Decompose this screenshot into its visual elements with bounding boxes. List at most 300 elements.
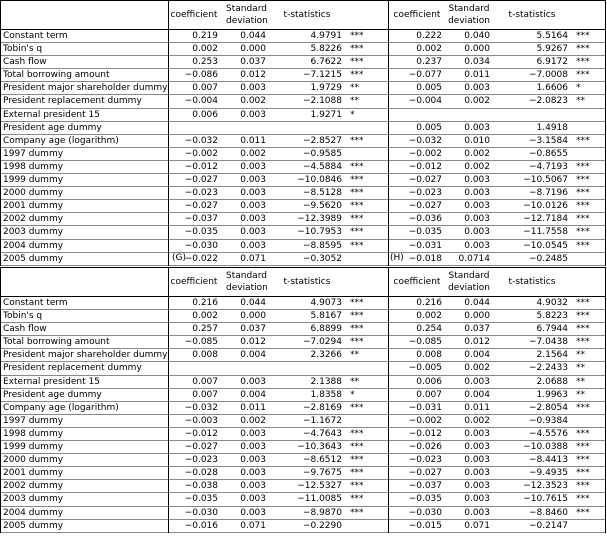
std-dev-cell-left: 0.003 — [240, 175, 266, 186]
header-t-statistics-left: t-statistics — [283, 277, 331, 287]
std-dev-cell-right: 0.000 — [464, 311, 490, 322]
std-dev-cell-right: 0.000 — [464, 44, 490, 55]
header-t-statistics-left: t-statistics — [283, 10, 331, 20]
coefficient-cell-left: 0.006 — [192, 109, 218, 120]
row-label: Company age (logarithm) — [3, 402, 119, 413]
t-stat-cell-right: −2.2433 — [528, 363, 568, 374]
t-stat-cell-right: −0.2147 — [528, 520, 568, 531]
significance-cell-left: *** — [350, 44, 364, 55]
coefficient-cell-left: 0.257 — [192, 324, 218, 335]
std-dev-cell-right: 0.0714 — [458, 253, 490, 264]
std-dev-cell-right: 0.011 — [464, 70, 490, 81]
table-row — [0, 389, 606, 402]
std-dev-cell-left: 0.012 — [240, 70, 266, 81]
t-stat-cell-right: 2.1564 — [536, 350, 568, 361]
t-stat-cell-right: 5.8223 — [536, 311, 568, 322]
std-dev-cell-right: 0.003 — [464, 376, 490, 387]
significance-cell-left: *** — [350, 481, 364, 492]
t-stat-cell-left: 4.9791 — [310, 31, 342, 41]
std-dev-cell-right: 0.003 — [464, 507, 490, 518]
row-label: 2003 dummy — [3, 227, 64, 238]
table-row — [0, 226, 606, 239]
row-label: Cash flow — [3, 324, 47, 335]
t-stat-cell-left: −7.1215 — [302, 70, 342, 81]
table-row — [0, 507, 606, 520]
significance-cell-right: *** — [576, 337, 590, 348]
std-dev-cell-left: 0.044 — [240, 31, 266, 41]
significance-cell-left: *** — [350, 337, 364, 348]
row-label: 1997 dummy — [3, 148, 64, 159]
table-row — [0, 109, 606, 122]
std-dev-cell-left: 0.012 — [240, 337, 266, 348]
std-dev-cell-right: 0.040 — [464, 31, 490, 41]
t-stat-cell-right: 6.9172 — [536, 57, 568, 68]
significance-cell-right — [572, 122, 606, 134]
t-stat-cell-left: −8.9870 — [302, 507, 342, 518]
row-label: 2004 dummy — [3, 507, 64, 518]
header-coefficient-right: coefficient — [393, 10, 441, 20]
table-row — [0, 323, 606, 336]
coefficient-cell-right: −0.023 — [408, 188, 442, 199]
header-standard-deviation-left: Standard deviation — [226, 4, 268, 26]
table-row — [0, 200, 606, 213]
t-stat-cell-right: 1.9963 — [536, 389, 568, 400]
std-dev-cell-right: 0.010 — [464, 135, 490, 146]
significance-cell-right: *** — [576, 481, 590, 492]
header-standard-deviation-right: Standard deviation — [448, 4, 490, 26]
row-label: 1999 dummy — [3, 175, 64, 186]
std-dev-cell-right: 0.003 — [464, 122, 490, 133]
column-divider — [168, 267, 169, 533]
significance-cell-left — [346, 148, 378, 160]
significance-cell-left: *** — [350, 468, 364, 479]
t-stat-cell-right: 2.0688 — [536, 376, 568, 387]
header-standard-deviation-left: Standard deviation — [226, 271, 268, 293]
t-stat-cell-left: 6.7622 — [310, 57, 342, 68]
row-label: Total borrowing amount — [3, 337, 110, 348]
coefficient-cell-right: −0.012 — [408, 161, 442, 172]
coefficient-cell-right: −0.035 — [408, 227, 442, 238]
t-stat-cell-left: −10.0846 — [297, 175, 342, 186]
t-stat-cell-right: 1.4918 — [536, 122, 568, 133]
std-dev-cell-left: 0.003 — [240, 188, 266, 199]
t-stat-cell-left: −10.3643 — [297, 442, 342, 453]
std-dev-cell-left: 0.003 — [240, 227, 266, 238]
t-stat-cell-right: −11.7558 — [523, 227, 568, 238]
significance-cell-right — [572, 415, 606, 427]
table-row — [0, 253, 606, 266]
coefficient-cell-right: 0.254 — [416, 324, 442, 335]
significance-cell-right: ** — [576, 363, 585, 374]
t-stat-cell-right: −0.9384 — [528, 415, 568, 426]
significance-cell-left: *** — [350, 135, 364, 146]
significance-cell-left: *** — [350, 214, 364, 225]
header-standard-deviation-right: Standard deviation — [448, 271, 490, 293]
row-label: 1998 dummy — [3, 428, 64, 439]
t-stat-cell-left: 5.8167 — [310, 311, 342, 322]
table-row — [0, 441, 606, 454]
std-dev-cell-right: 0.012 — [464, 337, 490, 348]
std-dev-cell-right: 0.034 — [464, 57, 490, 68]
coefficient-cell-right — [392, 109, 442, 121]
std-dev-cell-left: 0.000 — [240, 311, 266, 322]
t-stat-cell-left: −9.5620 — [302, 201, 342, 212]
row-label: President age dummy — [3, 389, 102, 400]
coefficient-cell-left: 0.008 — [192, 350, 218, 361]
std-dev-cell-left — [226, 122, 266, 134]
significance-cell-left: *** — [350, 455, 364, 466]
row-label: 2000 dummy — [3, 455, 64, 466]
std-dev-cell-left: 0.000 — [240, 44, 266, 55]
panel-label-left: (G) — [172, 253, 186, 263]
row-label: External president 15 — [3, 109, 100, 120]
std-dev-cell-left: 0.011 — [240, 402, 266, 413]
significance-cell-right: *** — [576, 70, 590, 81]
row-label: 2002 dummy — [3, 214, 64, 225]
std-dev-cell-left: 0.003 — [240, 240, 266, 251]
row-label: Constant term — [3, 298, 68, 308]
table-row — [0, 174, 606, 187]
t-stat-cell-left — [272, 362, 342, 374]
t-stat-cell-left: −0.9585 — [302, 148, 342, 159]
std-dev-cell-left: 0.037 — [240, 57, 266, 68]
coefficient-cell-left — [170, 362, 218, 374]
significance-cell-right: *** — [576, 57, 590, 68]
table-row — [0, 187, 606, 200]
std-dev-cell-left: 0.003 — [240, 161, 266, 172]
coefficient-cell-left: −0.022 — [184, 253, 218, 264]
significance-cell-left — [346, 520, 378, 532]
std-dev-cell-right: 0.002 — [464, 96, 490, 107]
std-dev-cell-right: 0.003 — [464, 428, 490, 439]
coefficient-cell-right: 0.237 — [416, 57, 442, 68]
coefficient-cell-left: −0.030 — [184, 507, 218, 518]
significance-cell-left: *** — [350, 201, 364, 212]
std-dev-cell-left: 0.037 — [240, 324, 266, 335]
std-dev-cell-right: 0.044 — [464, 298, 490, 308]
column-divider — [388, 0, 389, 266]
table-row — [0, 415, 606, 428]
frame-left — [0, 267, 1, 533]
coefficient-cell-left: −0.032 — [184, 135, 218, 146]
row-label: President major shareholder dummy — [3, 350, 168, 361]
row-label: 2005 dummy — [3, 253, 64, 264]
table-row — [0, 376, 606, 389]
significance-cell-right: *** — [576, 161, 590, 172]
std-dev-cell-right: 0.004 — [464, 350, 490, 361]
significance-cell-left: *** — [350, 227, 364, 238]
significance-cell-right: *** — [576, 240, 590, 251]
coefficient-cell-right: −0.004 — [408, 96, 442, 107]
table-row — [0, 30, 606, 43]
significance-cell-left: *** — [350, 494, 364, 505]
t-stat-cell-left: −12.5327 — [297, 481, 342, 492]
significance-cell-left: *** — [350, 188, 364, 199]
significance-cell-right: *** — [576, 188, 590, 199]
significance-cell-left — [346, 253, 378, 265]
t-stat-cell-right: −4.7193 — [528, 161, 568, 172]
significance-cell-left: *** — [350, 57, 364, 68]
t-stat-cell-left: −8.8595 — [302, 240, 342, 251]
t-stat-cell-left: 5.8226 — [310, 44, 342, 55]
significance-cell-right: *** — [576, 442, 590, 453]
header-t-statistics-right: t-statistics — [508, 277, 556, 287]
significance-cell-right — [572, 148, 606, 160]
significance-cell-left: *** — [350, 298, 364, 308]
coefficient-cell-left: −0.035 — [184, 494, 218, 505]
row-label: 2005 dummy — [3, 520, 64, 531]
std-dev-cell-left: 0.071 — [240, 520, 266, 531]
coefficient-cell-right: 0.216 — [416, 298, 442, 308]
std-dev-cell-right: 0.003 — [464, 227, 490, 238]
significance-cell-left — [346, 415, 378, 427]
coefficient-cell-left: 0.007 — [192, 83, 218, 94]
row-label: 1997 dummy — [3, 415, 64, 426]
table-row — [0, 310, 606, 323]
t-stat-cell-left: 1.9271 — [310, 109, 342, 120]
std-dev-cell-left: 0.044 — [240, 298, 266, 308]
coefficient-cell-right: 0.002 — [416, 311, 442, 322]
t-stat-cell-right: −12.3523 — [523, 481, 568, 492]
t-stat-cell-left: 6.8899 — [310, 324, 342, 335]
std-dev-cell-left: 0.003 — [240, 201, 266, 212]
row-label: 2003 dummy — [3, 494, 64, 505]
t-stat-cell-left: −12.3989 — [297, 214, 342, 225]
coefficient-cell-left: 0.002 — [192, 44, 218, 55]
row-label: Constant term — [3, 31, 68, 41]
coefficient-cell-left: 0.007 — [192, 389, 218, 400]
std-dev-cell-left: 0.003 — [240, 109, 266, 120]
t-stat-cell-right: −10.5067 — [523, 175, 568, 186]
row-label: Tobin's q — [3, 311, 43, 322]
coefficient-cell-right: −0.027 — [408, 201, 442, 212]
t-stat-cell-right — [496, 109, 568, 121]
row-label: Total borrowing amount — [3, 70, 110, 81]
std-dev-cell-right: 0.003 — [464, 455, 490, 466]
row-label: External president 15 — [3, 376, 100, 387]
coefficient-cell-right: 0.006 — [416, 376, 442, 387]
t-stat-cell-left: 1.8358 — [310, 389, 342, 400]
std-dev-cell-left: 0.011 — [240, 135, 266, 146]
table-row — [0, 349, 606, 362]
coefficient-cell-left: −0.004 — [184, 96, 218, 107]
std-dev-cell-right: 0.003 — [464, 494, 490, 505]
row-label: President replacement dummy — [3, 96, 142, 107]
significance-cell-right: *** — [576, 507, 590, 518]
significance-cell-left: *** — [350, 70, 364, 81]
t-stat-cell-left — [272, 122, 342, 134]
significance-cell-right: *** — [576, 455, 590, 466]
coefficient-cell-right: −0.032 — [408, 135, 442, 146]
coefficient-cell-right: −0.027 — [408, 468, 442, 479]
std-dev-cell-right: 0.002 — [464, 415, 490, 426]
table-header — [0, 267, 606, 297]
panel-label-right: (H) — [390, 253, 404, 263]
std-dev-cell-right: 0.002 — [464, 161, 490, 172]
coefficient-cell-left: −0.012 — [184, 428, 218, 439]
significance-cell-left: *** — [350, 175, 364, 186]
row-label: 2002 dummy — [3, 481, 64, 492]
std-dev-cell-left: 0.004 — [240, 389, 266, 400]
significance-cell-right: *** — [576, 402, 590, 413]
table-row — [0, 122, 606, 135]
significance-cell-left: ** — [350, 96, 359, 107]
header-t-statistics-right: t-statistics — [508, 10, 556, 20]
significance-cell-right: *** — [576, 298, 590, 308]
significance-cell-left: *** — [350, 442, 364, 453]
coefficient-cell-right: −0.027 — [408, 175, 442, 186]
coefficient-cell-right: −0.085 — [408, 337, 442, 348]
t-stat-cell-right: 4.9032 — [536, 298, 568, 308]
significance-cell-left: *** — [350, 507, 364, 518]
std-dev-cell-left: 0.004 — [240, 350, 266, 361]
std-dev-cell-left: 0.002 — [240, 415, 266, 426]
row-label: President replacement dummy — [3, 363, 142, 374]
significance-cell-left: ** — [350, 376, 359, 387]
t-stat-cell-left: −2.8169 — [302, 402, 342, 413]
coefficient-cell-right: −0.018 — [408, 253, 442, 264]
table-row — [0, 135, 606, 148]
table-row — [0, 213, 606, 226]
significance-cell-right: *** — [576, 324, 590, 335]
t-stat-cell-left: 2.3266 — [310, 350, 342, 361]
t-stat-cell-right: −8.4413 — [528, 455, 568, 466]
std-dev-cell-left: 0.003 — [240, 481, 266, 492]
std-dev-cell-left: 0.003 — [240, 468, 266, 479]
t-stat-cell-right: −0.2485 — [528, 253, 568, 264]
std-dev-cell-right: 0.003 — [464, 214, 490, 225]
significance-cell-right: *** — [576, 31, 590, 41]
coefficient-cell-right: −0.031 — [408, 240, 442, 251]
coefficient-cell-right: −0.002 — [408, 148, 442, 159]
table-row — [0, 428, 606, 441]
std-dev-cell-left: 0.002 — [240, 148, 266, 159]
coefficient-cell-right: −0.026 — [408, 442, 442, 453]
coefficient-cell-right: 0.008 — [416, 350, 442, 361]
coefficient-cell-left: −0.085 — [184, 337, 218, 348]
table-row — [0, 69, 606, 82]
t-stat-cell-left: −8.5128 — [302, 188, 342, 199]
coefficient-cell-left: −0.030 — [184, 240, 218, 251]
std-dev-cell-left: 0.003 — [240, 455, 266, 466]
t-stat-cell-right: −2.8054 — [528, 402, 568, 413]
coefficient-cell-right: −0.031 — [408, 402, 442, 413]
table-row — [0, 82, 606, 95]
t-stat-cell-right: 5.5164 — [536, 31, 568, 41]
t-stat-cell-right: −7.0008 — [528, 70, 568, 81]
coefficient-cell-right: 0.222 — [416, 31, 442, 41]
coefficient-cell-left: −0.027 — [184, 442, 218, 453]
std-dev-cell-left: 0.003 — [240, 428, 266, 439]
std-dev-cell-left — [226, 362, 266, 374]
t-stat-cell-right: −7.0438 — [528, 337, 568, 348]
std-dev-cell-left: 0.003 — [240, 376, 266, 387]
coefficient-cell-right: −0.077 — [408, 70, 442, 81]
coefficient-cell-left: −0.003 — [184, 415, 218, 426]
coefficient-cell-left: 0.219 — [192, 31, 218, 41]
significance-cell-left — [346, 362, 378, 374]
row-label: President major shareholder dummy — [3, 83, 168, 94]
coefficient-cell-left: −0.012 — [184, 161, 218, 172]
row-label: 1999 dummy — [3, 442, 64, 453]
t-stat-cell-left: −10.7953 — [297, 227, 342, 238]
table-row — [0, 336, 606, 349]
table-row — [0, 493, 606, 506]
table-header — [0, 0, 606, 30]
coefficient-cell-right: −0.012 — [408, 428, 442, 439]
t-stat-cell-left: 2.1388 — [310, 376, 342, 387]
header-coefficient-left: coefficient — [170, 10, 218, 20]
significance-cell-right: *** — [576, 214, 590, 225]
t-stat-cell-left: 4.9073 — [310, 298, 342, 308]
t-stat-cell-left: −4.7643 — [302, 428, 342, 439]
std-dev-cell-right: 0.003 — [464, 468, 490, 479]
coefficient-cell-right: 0.005 — [416, 83, 442, 94]
row-label: 1998 dummy — [3, 161, 64, 172]
std-dev-cell-right: 0.037 — [464, 324, 490, 335]
table-row — [0, 480, 606, 493]
std-dev-cell-left: 0.003 — [240, 442, 266, 453]
significance-cell-right: *** — [576, 135, 590, 146]
coefficient-cell-left: −0.032 — [184, 402, 218, 413]
coefficient-cell-left: −0.023 — [184, 455, 218, 466]
coefficient-cell-right: −0.002 — [408, 415, 442, 426]
frame-right — [605, 0, 606, 266]
row-label: 2000 dummy — [3, 188, 64, 199]
coefficient-cell-left: 0.216 — [192, 298, 218, 308]
t-stat-cell-left: −2.8527 — [302, 135, 342, 146]
table-row — [0, 454, 606, 467]
std-dev-cell-right: 0.071 — [464, 520, 490, 531]
coefficient-cell-right: 0.007 — [416, 389, 442, 400]
std-dev-cell-right: 0.002 — [464, 363, 490, 374]
column-divider — [168, 0, 169, 266]
coefficient-cell-right: −0.023 — [408, 455, 442, 466]
table-row — [0, 43, 606, 56]
t-stat-cell-right: −9.4935 — [528, 468, 568, 479]
table-row — [0, 297, 606, 310]
significance-cell-left: *** — [350, 428, 364, 439]
significance-cell-right: *** — [576, 44, 590, 55]
column-divider — [388, 267, 389, 533]
row-label: Cash flow — [3, 57, 47, 68]
frame-right — [605, 267, 606, 533]
std-dev-cell-right: 0.003 — [464, 240, 490, 251]
significance-cell-right: *** — [576, 494, 590, 505]
coefficient-cell-left — [170, 122, 218, 134]
significance-cell-right — [572, 520, 606, 532]
t-stat-cell-right: −3.1584 — [528, 135, 568, 146]
significance-cell-right: *** — [576, 227, 590, 238]
coefficient-cell-left: −0.016 — [184, 520, 218, 531]
coefficient-cell-right: −0.030 — [408, 507, 442, 518]
coefficient-cell-right: 0.002 — [416, 44, 442, 55]
significance-cell-right: *** — [576, 468, 590, 479]
coefficient-cell-left: −0.038 — [184, 481, 218, 492]
std-dev-cell-right: 0.003 — [464, 175, 490, 186]
std-dev-cell-right: 0.003 — [464, 201, 490, 212]
std-dev-cell-right: 0.003 — [464, 188, 490, 199]
t-stat-cell-left: −0.2290 — [302, 520, 342, 531]
coefficient-cell-right: −0.035 — [408, 494, 442, 505]
coefficient-cell-left: −0.037 — [184, 214, 218, 225]
std-dev-cell-left: 0.003 — [240, 83, 266, 94]
significance-cell-left — [346, 122, 378, 134]
significance-cell-left: *** — [350, 240, 364, 251]
coefficient-cell-right: −0.015 — [408, 520, 442, 531]
coefficient-cell-left: −0.086 — [184, 70, 218, 81]
significance-cell-right: *** — [576, 428, 590, 439]
